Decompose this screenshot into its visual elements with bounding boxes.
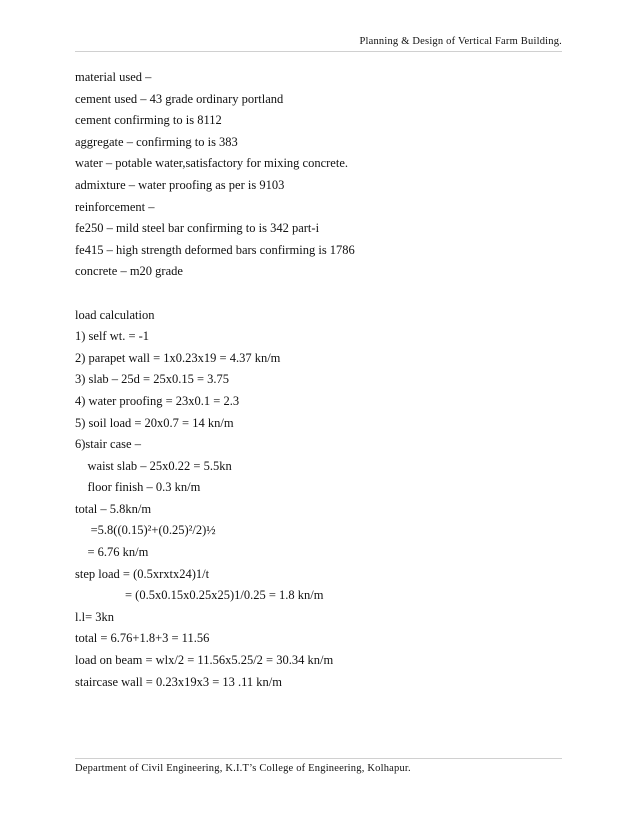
load-line-soil-load: 5) soil load = 20x0.7 = 14 kn/m [75,415,234,430]
materials-heading: material used – [75,70,152,84]
footer-divider [75,758,562,759]
material-line-fe250: fe250 – mild steel bar confirming to is 342 part-i [75,221,320,236]
load-line-self-weight: 1) self wt. = -1 [75,329,150,344]
load-calculation-heading: load calculation [75,307,155,322]
load-line-waist-slab: waist slab – 25x0.22 = 5.5kn [75,458,232,473]
load-line-grand-total: total = 6.76+1.8+3 = 11.56 [75,631,210,646]
load-line-total: total – 5.8kn/m [75,501,152,516]
material-line-fe415: fe415 – high strength deformed bars confirming is 1786 [75,242,355,257]
load-line-water-proofing: 4) water proofing = 23x0.1 = 2.3 [75,393,240,408]
material-line-reinforcement: reinforcement – [75,199,155,214]
material-line-water: water – potable water,satisfactory for mixing concrete. [75,156,348,171]
material-line-admixture: admixture – water proofing as per is 9103 [75,177,285,192]
load-line-step-load: step load = (0.5xrxtx24)1/t [75,566,210,581]
page-body [75,67,562,693]
material-line-cement: cement used – 43 grade ordinary portland [75,91,284,106]
page-header: Planning & Design of Vertical Farm Building. [359,36,562,47]
load-line-live-load: l.l= 3kn [75,609,114,624]
header-divider [75,51,562,52]
load-line-floor-finish: floor finish – 0.3 kn/m [75,480,201,495]
load-line-total-formula: =5.8((0.15)²+(0.25)²/2)½ [75,523,216,538]
load-line-total-result: = 6.76 kn/m [75,545,149,560]
material-line-aggregate: aggregate – confirming to is 383 [75,134,238,149]
page-footer: Department of Civil Engineering, K.I.T’s College of Engineering, Kolhapur. [75,763,411,774]
load-line-load-on-beam: load on beam = wlx/2 = 11.56x5.25/2 = 30.34 kn/m [75,653,334,668]
material-line-concrete: concrete – m20 grade [75,264,183,279]
load-line-staircase-wall: staircase wall = 0.23x19x3 = 13 .11 kn/m [75,674,283,689]
load-line-step-load-result: = (0.5x0.15x0.25x25)1/0.25 = 1.8 kn/m [75,588,324,603]
load-line-slab: 3) slab – 25d = 25x0.15 = 3.75 [75,372,230,387]
material-line-cement-code: cement confirming to is 8112 [75,113,222,128]
load-line-stair-case: 6)stair case – [75,437,141,452]
load-line-parapet-wall: 2) parapet wall = 1x0.23x19 = 4.37 kn/m [75,350,281,365]
section-spacer [75,283,562,305]
